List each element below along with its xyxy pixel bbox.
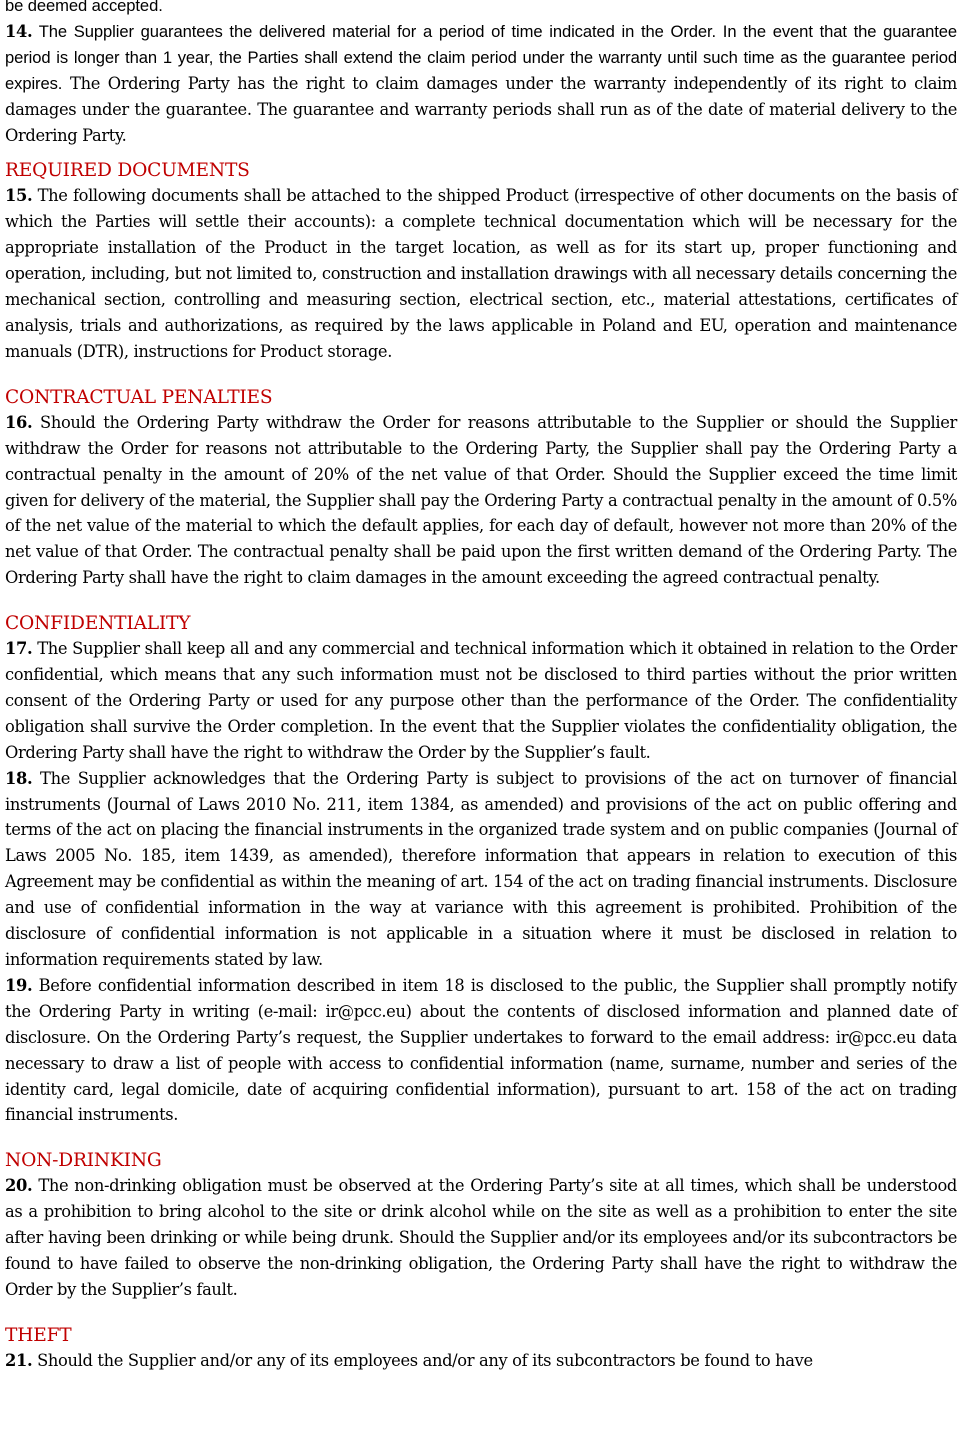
clause-15-paragraph [5, 183, 957, 364]
clause-15-number: 15. [5, 186, 33, 206]
clause-18-number: 18. [5, 768, 33, 788]
clause-16-text: Should the Ordering Party withdraw the Order for reasons attributable to the Supplier or should the Supplier withdraw the Order for reasons not attributable to the Ordering Party, the Supplier shall pay the Ordering Party a contractual penalty in the amount of 20% of the net value of that Order. Should the Supplier exceed the time limit given for delivery of the material, the Supplier shall pay the Ordering Party a contractual penalty in the amount of 0.5% of the net value of the material to which the default applies, for each day of default, however not more than 20% of the net value of that Order. The contractual penalty shall be paid upon the first written demand of the Ordering Party. The Ordering Party shall have the right to claim damages in the amount exceeding the agreed contractual penalty. [5, 412, 957, 588]
document-page [5, 0, 957, 1374]
intro-tail-paragraph: be deemed accepted. [5, 0, 163, 15]
clause-20-number: 20. [5, 1176, 33, 1196]
clause-17-text: The Supplier shall keep all and any commercial and technical information which it obtained in relation to the Order confidential, which means that any such information must not be disclosed to third parties without the prior written consent of the Ordering Party or used for any purpose other than the performance of the Order. The confidentiality obligation shall survive the Order completion. In the event that the Supplier violates the confidentiality obligation, the Ordering Party shall have the right to withdraw the Order by the Supplier’s fault. [5, 639, 957, 762]
heading-contractual-penalties: CONTRACTUAL PENALTIES [5, 386, 273, 408]
clause-21-paragraph [5, 1348, 957, 1374]
clause-20-text: The non-drinking obligation must be observed at the Ordering Party’s site at all times, which shall be understood as a prohibition to bring alcohol to the site or drink alcohol while on the site as well as a prohibition to enter the site after having been drinking or while being drunk. Should the Supplier and/or its employees and/or its subcontractors be found to have failed to observe the non-drinking obligation, the Ordering Party shall have the right to withdraw the Order by the Supplier’s fault. [5, 1176, 957, 1299]
heading-non-drinking: NON-DRINKING [5, 1150, 162, 1172]
heading-confidentiality: CONFIDENTIALITY [5, 613, 191, 635]
heading-theft: THEFT [5, 1324, 72, 1346]
clause-16-number: 16. [5, 412, 33, 432]
clause-18-text: The Supplier acknowledges that the Ordering Party is subject to provisions of the act on turnover of financial instruments (Journal of Laws 2010 No. 211, item 1384, as amended) and provisions of the act on public offering and terms of the act on placing the financial instruments in the organized trade system and on public companies (Journal of Laws 2005 No. 185, item 1439, as amended), therefore information that appears in relation to execution of this Agreement may be confidential as within the meaning of art. 154 of the act on trading financial instruments. Disclosure and use of confidential information in the way at variance with this agreement is prohibited. Prohibition of the disclosure of confidential information is not applicable in a situation where it must be disclosed in relation to information requirements stated by law. [5, 768, 957, 969]
clause-14-text-part-2: The Ordering Party has the right to claim damages under the warranty independently of its right to claim damages under the guarantee. The guarantee and warranty periods shall run as of the date of material delivery to the Ordering Party. [5, 73, 957, 145]
clause-14-paragraph [5, 19, 957, 149]
clause-19-text: Before confidential information described in item 18 is disclosed to the public, the Supplier shall promptly notify the Ordering Party in writing (e-mail: ir@pcc.eu) about the contents of disclosed information and planned date of disclosure. On the Ordering Party’s request, the Supplier undertakes to forward to the email address: ir@pcc.eu data necessary to draw a list of people with access to confidential information (name, surname, number and series of the identity card, legal domicile, date of acquiring confidential information), pursuant to art. 158 of the act on trading financial instruments. [5, 975, 957, 1125]
clause-20-paragraph [5, 1173, 957, 1303]
clause-15-text: The following documents shall be attached to the shipped Product (irrespective of other documents on the basis of which the Parties will settle their accounts): a complete technical documentation which will be necessary for the appropriate installation of the Product in the target location, as well as for its start up, proper functioning and operation, including, but not limited to, construction and installation drawings with all necessary details concerning the mechanical section, controlling and measuring section, electrical section, etc., material attestations, certificates of analysis, trials and authorizations, as required by the laws applicable in Poland and EU, operation and maintenance manuals (DTR), instructions for Product storage. [5, 186, 957, 361]
heading-required-documents: REQUIRED DOCUMENTS [5, 160, 250, 182]
clause-16-paragraph [5, 410, 957, 591]
clause-18-paragraph [5, 766, 957, 973]
clause-21-text: Should the Supplier and/or any of its employees and/or any of its subcontractors be found to have [32, 1350, 813, 1370]
clause-14-number: 14. [5, 21, 33, 41]
clause-19-paragraph [5, 973, 957, 1128]
clause-17-paragraph [5, 636, 957, 766]
clause-17-number: 17. [5, 639, 33, 659]
clause-14-text-part-1: The Supplier guarantees the delivered material for a period of time indicated in the Order. In the event that the guarantee period is longer than 1 year, the Parties shall extend the claim period under the warranty until such time as the guarantee period expires. [5, 21, 957, 93]
clause-21-number: 21. [5, 1350, 33, 1370]
clause-19-number: 19. [5, 975, 33, 995]
